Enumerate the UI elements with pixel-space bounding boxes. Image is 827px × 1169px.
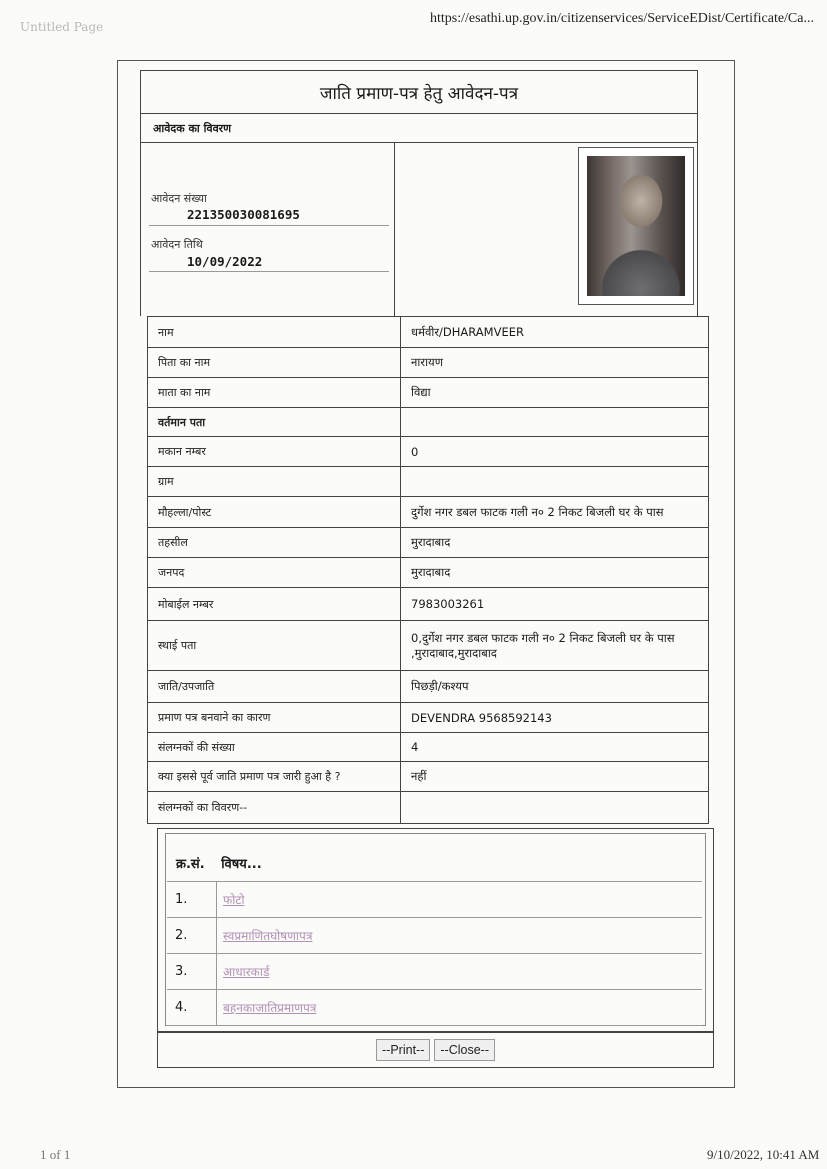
detail-label: संलग्नकों की संख्या: [148, 733, 401, 762]
table-row: [148, 497, 709, 528]
application-form: [140, 70, 698, 316]
detail-value: [401, 467, 709, 497]
attachment-link[interactable]: स्वप्रमाणितघोषणापत्र: [217, 918, 703, 954]
attachment-link[interactable]: बहनकाजातिप्रमाणपत्र: [217, 990, 703, 1026]
table-row: [148, 528, 709, 558]
application-date-label: आवेदन तिथि: [151, 238, 203, 251]
detail-value: दुर्गेश नगर डबल फाटक गली न० 2 निकट बिजली घर के पास: [401, 497, 709, 528]
table-row: [167, 954, 702, 990]
detail-value: नहीं: [401, 762, 709, 792]
application-number-underline: [149, 225, 389, 226]
table-row: [148, 671, 709, 703]
page-count: 1 of 1: [40, 1147, 71, 1162]
detail-label: जाति/उपजाति: [148, 671, 401, 703]
table-row: [148, 437, 709, 467]
attachment-sno: 4.: [167, 990, 217, 1026]
detail-value: नारायण: [401, 348, 709, 378]
application-info-block: [141, 143, 697, 317]
print-button[interactable]: --Print--: [376, 1039, 430, 1061]
applicant-photo-frame: [578, 147, 694, 305]
detail-value: [401, 408, 709, 437]
detail-value: मुरादाबाद: [401, 528, 709, 558]
detail-value: 4: [401, 733, 709, 762]
attachment-link[interactable]: आधारकार्ड: [217, 954, 703, 990]
detail-label: स्थाई पता: [148, 621, 401, 671]
table-row: [148, 621, 709, 671]
attachment-link[interactable]: फोटो: [217, 882, 703, 918]
table-row: [148, 733, 709, 762]
detail-value: विद्या: [401, 378, 709, 408]
application-info: [141, 143, 395, 317]
application-number: 221350030081695: [187, 207, 300, 222]
detail-value: 0,दुर्गेश नगर डबल फाटक गली न० 2 निकट बिजली घर के पास ,मुरादाबाद,मुरादाबाद: [401, 621, 709, 671]
applicant-details-table: [147, 316, 709, 824]
photo-cell: [395, 143, 697, 317]
detail-label: पिता का नाम: [148, 348, 401, 378]
detail-value: धर्मवीर/DHARAMVEER: [401, 317, 709, 348]
application-date: 10/09/2022: [187, 254, 263, 269]
button-bar: [157, 1032, 714, 1068]
detail-label: मोबाईल नम्बर: [148, 588, 401, 621]
table-row: [148, 792, 709, 824]
detail-label: माता का नाम: [148, 378, 401, 408]
table-row: [148, 348, 709, 378]
detail-label: संलग्नकों का विवरण--: [148, 792, 401, 824]
detail-value: 0: [401, 437, 709, 467]
applicant-photo: [587, 156, 685, 296]
table-row: [148, 408, 709, 437]
detail-value: DEVENDRA 9568592143: [401, 703, 709, 733]
browser-url: https://esathi.up.gov.in/citizenservices/ServiceEDist/Certificate/Ca...: [430, 11, 814, 26]
table-row: [167, 882, 702, 918]
attachment-sno: 3.: [167, 954, 217, 990]
detail-label: तहसील: [148, 528, 401, 558]
attachment-sno: 2.: [167, 918, 217, 954]
table-row: [148, 762, 709, 792]
detail-label: मौहल्ला/पोस्ट: [148, 497, 401, 528]
table-row: [167, 918, 702, 954]
table-row: [167, 990, 702, 1026]
table-row: [148, 558, 709, 588]
browser-page-title: Untitled Page: [20, 20, 104, 34]
attachments-subject-header: विषय...: [221, 857, 262, 872]
table-row: [148, 703, 709, 733]
detail-value: पिछड़ी/कश्यप: [401, 671, 709, 703]
print-timestamp: 9/10/2022, 10:41 AM: [707, 1147, 820, 1162]
detail-label: प्रमाण पत्र बनवाने का कारण: [148, 703, 401, 733]
detail-label: ग्राम: [148, 467, 401, 497]
detail-value: [401, 792, 709, 824]
table-row: [148, 378, 709, 408]
attachment-sno: 1.: [167, 882, 217, 918]
detail-label: मकान नम्बर: [148, 437, 401, 467]
detail-value: 7983003261: [401, 588, 709, 621]
attachments-sno-header: क्र.सं.: [176, 857, 205, 872]
application-number-label: आवेदन संख्या: [151, 192, 207, 205]
detail-label: जनपद: [148, 558, 401, 588]
close-button[interactable]: --Close--: [434, 1039, 495, 1061]
table-row: [148, 467, 709, 497]
detail-value: मुरादाबाद: [401, 558, 709, 588]
attachments-table: [167, 881, 702, 1026]
detail-label: वर्तमान पता: [148, 408, 401, 437]
detail-label: क्या इससे पूर्व जाति प्रमाण पत्र जारी हुआ है ?: [148, 762, 401, 792]
detail-label: नाम: [148, 317, 401, 348]
section-applicant-heading: आवेदक का विवरण: [141, 114, 697, 143]
table-row: [148, 317, 709, 348]
table-row: [148, 588, 709, 621]
form-title: जाति प्रमाण-पत्र हेतु आवेदन-पत्र: [141, 71, 697, 114]
application-date-underline: [149, 271, 389, 272]
attachments-header: [176, 854, 262, 872]
